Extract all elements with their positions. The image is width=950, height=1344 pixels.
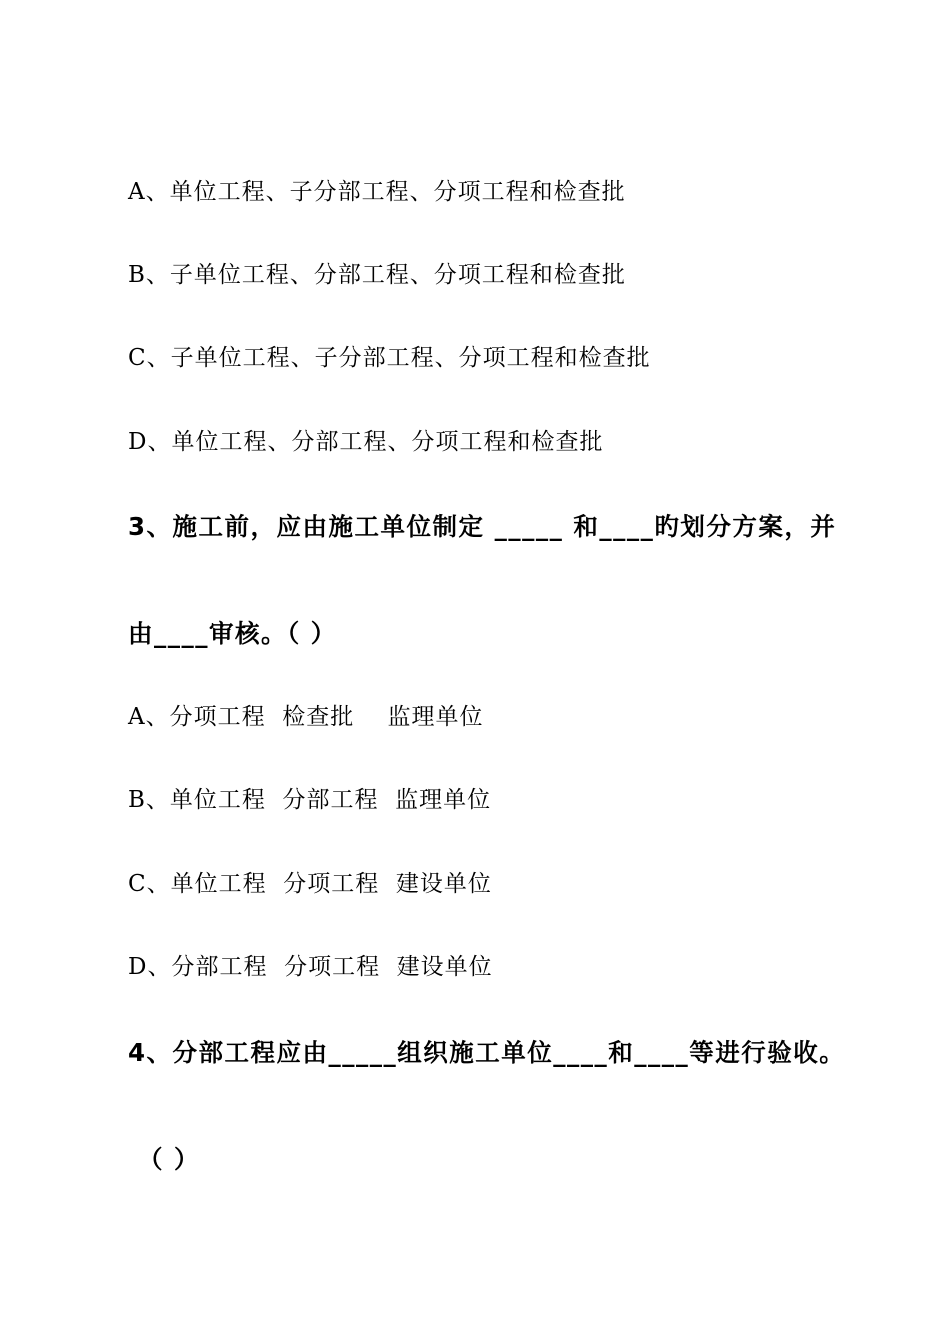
option-b: B、子单位工程、分部工程、分项工程和检查批	[128, 262, 626, 288]
question-3-option-a: A、分项工程 检查批 监理单位	[128, 704, 484, 730]
option-c: C、子单位工程、子分部工程、分项工程和检查批	[128, 345, 651, 371]
question-3-option-c: C、单位工程 分项工程 建设单位	[128, 871, 492, 897]
question-4-text-line-2: （ ）	[128, 1145, 201, 1174]
question-3-option-d: D、分部工程 分项工程 建设单位	[128, 954, 493, 980]
option-a: A、单位工程、子分部工程、分项工程和检查批	[128, 179, 626, 205]
question-3-option-b: B、单位工程 分部工程 监理单位	[128, 787, 492, 813]
question-3-text-line-1: 3、施工前，应由施工单位制定 _____ 和____旳划分方案，并	[128, 512, 837, 541]
question-3-text-line-2: 由____审核。（ ）	[128, 619, 337, 648]
option-d: D、单位工程、分部工程、分项工程和检查批	[128, 429, 604, 455]
question-4-text-line-1: 4、分部工程应由_____组织施工单位____和____等进行验收。	[128, 1038, 846, 1067]
